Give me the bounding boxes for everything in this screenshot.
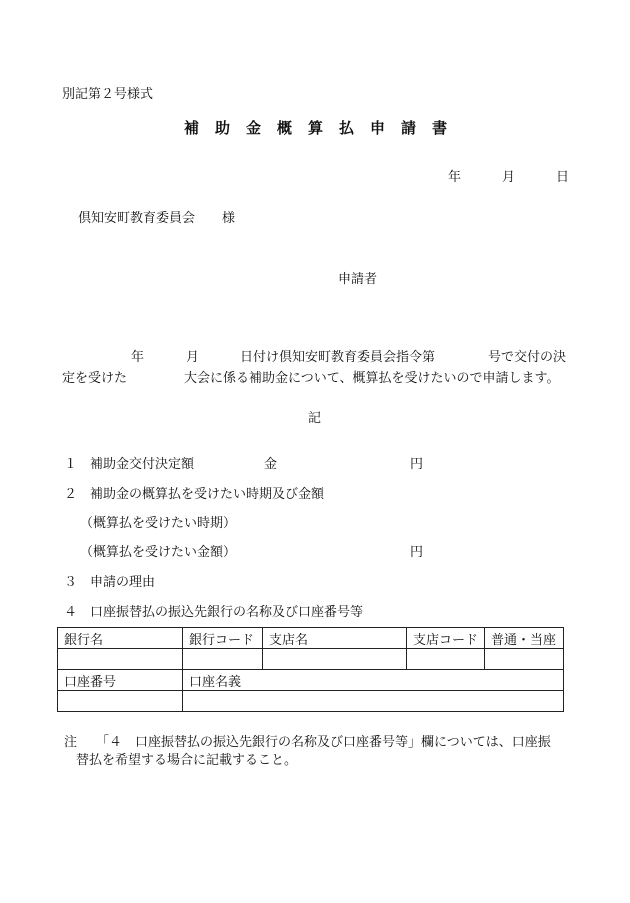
item2-number: ２ xyxy=(64,487,78,502)
bank-code-header: 銀行コード xyxy=(183,628,263,649)
bank-name-header: 銀行名 xyxy=(58,628,183,649)
timing-label: （概算払を受けたい時期） xyxy=(80,516,237,531)
date-day: 日 xyxy=(556,170,570,185)
date-year: 年 xyxy=(448,170,462,185)
bank-name-cell[interactable] xyxy=(58,649,183,670)
amount-yen: 円 xyxy=(410,545,424,560)
account-number-cell[interactable] xyxy=(58,691,183,712)
item3-label: 申請の理由 xyxy=(90,575,156,590)
form-label: 別記第２号様式 xyxy=(62,87,154,102)
body-line1-text: 日付け倶知安町教育委員会指令第 xyxy=(240,350,436,365)
item1-number: １ xyxy=(64,457,78,472)
note-mark: 注 xyxy=(64,735,78,750)
item1-label: 補助金交付決定額 xyxy=(90,457,195,472)
bank-account-table xyxy=(57,627,564,712)
branch-name-cell[interactable] xyxy=(263,649,407,670)
item4-label: 口座振替払の振込先銀行の名称及び口座番号等 xyxy=(90,605,364,620)
branch-code-header: 支店コード xyxy=(407,628,485,649)
body-year: 年 xyxy=(131,350,145,365)
item4-number: ４ xyxy=(64,605,78,620)
body-month: 月 xyxy=(186,350,200,365)
item1-yen: 円 xyxy=(410,457,424,472)
table-header-row xyxy=(58,670,564,691)
account-holder-header: 口座名義 xyxy=(183,670,564,691)
date-month: 月 xyxy=(502,170,516,185)
item1-kin: 金 xyxy=(264,457,278,472)
amount-label: （概算払を受けたい金額） xyxy=(80,545,237,560)
account-type-header: 普通・当座 xyxy=(485,628,564,649)
note-line1: 「４ 口座振替払の振込先銀行の名称及び口座番号等」欄については、口座振 xyxy=(96,735,551,750)
table-row xyxy=(58,649,564,670)
account-holder-cell[interactable] xyxy=(183,691,564,712)
item3-number: ３ xyxy=(64,575,78,590)
body-line2-text: 大会に係る補助金について、概算払を受けたいので申請します。 xyxy=(184,371,560,386)
body-line2-start: 定を受けた xyxy=(62,371,128,386)
account-type-cell[interactable] xyxy=(485,649,564,670)
note-line2: 替払を希望する場合に記載すること。 xyxy=(76,753,298,768)
table-header-row xyxy=(58,628,564,649)
body-number-text: 号で交付の決 xyxy=(488,350,567,365)
addressee-honorific: 様 xyxy=(222,211,236,226)
bank-code-cell[interactable] xyxy=(183,649,263,670)
ki-heading: 記 xyxy=(308,411,322,426)
branch-code-cell[interactable] xyxy=(407,649,485,670)
account-number-header: 口座番号 xyxy=(58,670,183,691)
item2-label: 補助金の概算払を受けたい時期及び金額 xyxy=(90,487,325,502)
branch-name-header: 支店名 xyxy=(263,628,407,649)
document-title: 補助金概算払申請書 xyxy=(184,119,464,137)
applicant-label: 申請者 xyxy=(338,272,378,287)
addressee-name: 倶知安町教育委員会 xyxy=(78,211,196,226)
table-row xyxy=(58,691,564,712)
